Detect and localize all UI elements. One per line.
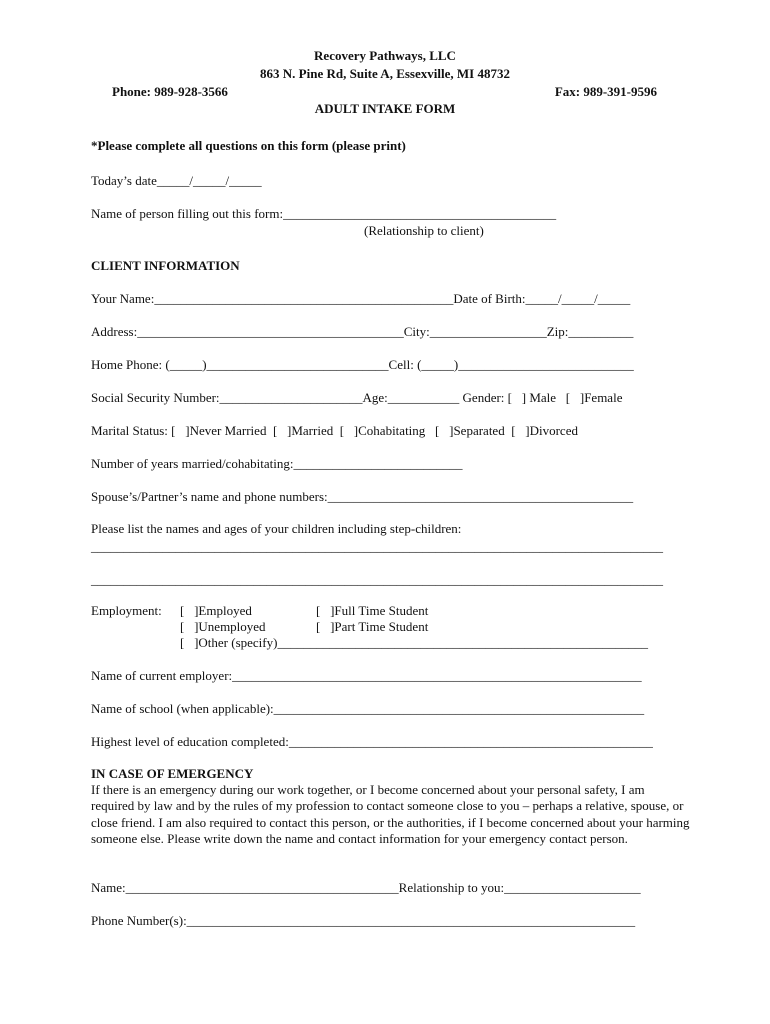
children-prompt: Please list the names and ages of your children including step-children: bbox=[91, 521, 462, 536]
client-info-heading: CLIENT INFORMATION bbox=[91, 258, 240, 273]
employment-option-employed[interactable]: [ ]Employed bbox=[180, 603, 252, 618]
school-field[interactable]: Name of school (when applicable):_________________________________________________________ bbox=[91, 701, 645, 716]
years-married-field[interactable]: Number of years married/cohabitating:__________________________ bbox=[91, 456, 463, 471]
employment-option-other[interactable]: [ ]Other (specify)_________________________________________________________ bbox=[180, 635, 648, 650]
phone-cell-field[interactable]: Home Phone: (_____)____________________________Cell: (_____)___________________________ bbox=[91, 357, 634, 372]
children-blank-line-1[interactable]: ________________________________________________________________________________________ bbox=[91, 539, 663, 554]
emergency-heading: IN CASE OF EMERGENCY bbox=[91, 766, 254, 781]
company-fax: Fax: 989-391-9596 bbox=[554, 84, 657, 99]
employer-field[interactable]: Name of current employer:_______________________________________________________________ bbox=[91, 668, 642, 683]
employment-option-parttime[interactable]: [ ]Part Time Student bbox=[316, 619, 429, 634]
company-address: 863 N. Pine Rd, Suite A, Essexville, MI 48732 bbox=[260, 66, 510, 81]
filler-name-field[interactable]: Name of person filling out this form:__________________________________________ bbox=[91, 206, 557, 221]
address-city-zip-field[interactable]: Address:_________________________________________City:__________________Zip:__________ bbox=[91, 324, 634, 339]
emergency-phone-field[interactable]: Phone Number(s):_____________________________________________________________________ bbox=[91, 913, 636, 928]
spouse-partner-field[interactable]: Spouse’s/Partner’s name and phone numbers:_______________________________________________ bbox=[91, 489, 634, 504]
employment-label: Employment: bbox=[91, 603, 162, 618]
form-title: ADULT INTAKE FORM bbox=[314, 101, 456, 116]
emergency-name-field[interactable]: Name:__________________________________________Relationship to you:_____________________ bbox=[91, 880, 641, 895]
education-field[interactable]: Highest level of education completed:________________________________________________________ bbox=[91, 734, 653, 749]
ssn-age-gender-field[interactable]: Social Security Number:______________________Age:___________ Gender: [ ] Male [ ]Female bbox=[91, 390, 623, 405]
company-name: Recovery Pathways, LLC bbox=[314, 48, 456, 63]
emergency-paragraph: If there is an emergency during our work together, or I become concerned about your personal safety, I am required by law and by the rules of my profession to contact someone close to you – perhaps a relative, spouse, or close friend. I am also required to contact this person, or the authorities, if I become concerned about your harming someone else. Please write down the name and contact information for your emergency contact person. bbox=[91, 782, 690, 847]
client-name-dob-field[interactable]: Your Name:______________________________________________Date of Birth:_____/_____/_____ bbox=[91, 291, 631, 306]
employment-option-fulltime[interactable]: [ ]Full Time Student bbox=[316, 603, 429, 618]
todays-date-field[interactable]: Today’s date_____/_____/_____ bbox=[91, 173, 262, 188]
employment-option-unemployed[interactable]: [ ]Unemployed bbox=[180, 619, 266, 634]
company-phone: Phone: 989-928-3566 bbox=[112, 84, 228, 99]
children-blank-line-2[interactable]: ________________________________________________________________________________________ bbox=[91, 572, 663, 587]
marital-status-options[interactable]: Marital Status: [ ]Never Married [ ]Married [ ]Cohabitating [ ]Separated [ ]Divorced bbox=[91, 423, 578, 438]
instructions: *Please complete all questions on this form (please print) bbox=[91, 138, 406, 153]
relationship-note: (Relationship to client) bbox=[364, 223, 484, 238]
